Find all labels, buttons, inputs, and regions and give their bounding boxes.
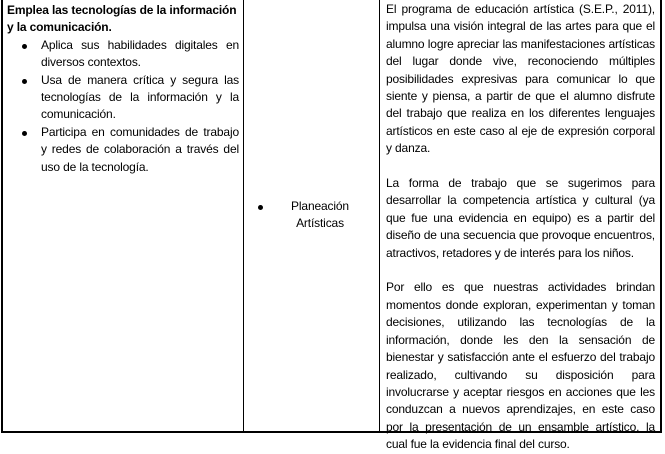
evidence-label: Planeación Artísticas [291,199,349,231]
competency-bullet-list [7,37,239,176]
bullet-text: Usa de manera crítica y segura las tecnologías de la información y la comunicación. [41,72,239,122]
description-cell [380,0,660,452]
bullet-icon [258,205,263,210]
bullet-icon [22,79,27,84]
description-paragraph: El programa de educación artística (S.E.P., 2011), impulsa una visión integral de las artes para que el alumno logre apreciar las manifestaciones artísticas del lugar donde vive, reconociendo múltiples posibilidades expresivas para comunicar lo que siente y piensa, a partir de que el alumno disfrute del trabajo que realiza en los diferentes lenguajes artísticos en este caso al eje de expresión corporal y danza. [386,2,655,156]
bullet-text: Aplica sus habilidades digitales en diversos contextos. [41,37,239,70]
competency-heading: Emplea las tecnologías de la información y la comunicación. [7,3,237,35]
competency-cell [3,0,244,431]
description-paragraph: La forma de trabajo que se sugerimos para desarrollar la competencia artística y cultural (ya que fue una evidencia en equipo) es a partir del diseño de una secuencia que provoque encuentros, atractivos, retadores y de interés para los niños. [386,176,655,260]
evidence-cell [244,0,380,431]
bullet-item [7,124,239,176]
bullet-text: Participa en comunidades de trabajo y redes de colaboración a través del uso de la tecnología. [41,124,239,174]
bullet-icon [22,44,27,49]
bullet-item [7,72,239,124]
description-paragraph: Por ello es que nuestras actividades brindan momentos donde exploran, experimentan y toman decisiones, utilizando las tecnologías de la información, donde les den la sensación de bienestar y satisfacción ante el esfuerzo del trabajo realizado, cultivando su disposición para involucrarse y aceptar riesgos en acciones que les conduzcan a nuevos aprendizajes, en este caso por la presentación de un ensamble artístico, la cual fue la evidencia final del curso. [386,280,655,452]
bullet-item [7,37,239,72]
document-table [1,0,662,452]
bullet-icon [22,131,27,136]
